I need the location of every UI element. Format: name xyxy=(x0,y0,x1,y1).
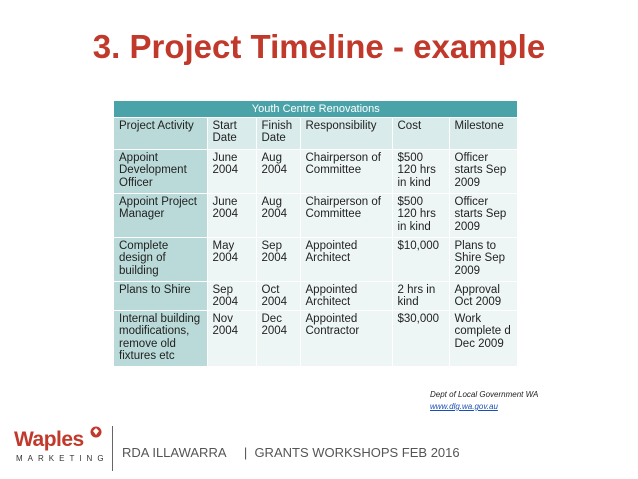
table-cell: June 2004 xyxy=(207,149,256,193)
column-header: Project Activity xyxy=(114,117,207,149)
source-citation xyxy=(430,389,538,413)
slide-title: 3. Project Timeline - example xyxy=(92,28,546,65)
table-cell: Appoint Project Manager xyxy=(114,193,207,237)
logo-wordmark: Waples xyxy=(14,428,84,451)
table-cell: Work complete d Dec 2009 xyxy=(449,310,517,366)
table-cell: Approval Oct 2009 xyxy=(449,281,517,310)
table-cell: Oct 2004 xyxy=(256,281,300,310)
table-cell: May 2004 xyxy=(207,237,256,281)
table-cell: Aug 2004 xyxy=(256,149,300,193)
timeline-table xyxy=(114,101,518,367)
source-link[interactable]: www.dlg.wa.gov.au xyxy=(430,402,498,411)
table-cell: Plans to Shire Sep 2009 xyxy=(449,237,517,281)
table-cell: Nov 2004 xyxy=(207,310,256,366)
table-cell: 2 hrs in kind xyxy=(392,281,449,310)
column-header: Start Date xyxy=(207,117,256,149)
footer-divider xyxy=(112,426,113,471)
logo-mark-icon xyxy=(90,426,102,438)
table-row xyxy=(114,149,517,193)
table-cell: Appointed Contractor xyxy=(300,310,392,366)
table-cell: Appointed Architect xyxy=(300,281,392,310)
table-cell: Officer starts Sep 2009 xyxy=(449,149,517,193)
logo-subtext: MARKETING xyxy=(16,454,109,463)
table-cell: June 2004 xyxy=(207,193,256,237)
table-cell: Plans to Shire xyxy=(114,281,207,310)
table-row xyxy=(114,310,517,366)
table-cell: $10,000 xyxy=(392,237,449,281)
table-cell: Internal building modifications, remove old fixtures etc xyxy=(114,310,207,366)
column-header: Milestone xyxy=(449,117,517,149)
table-row xyxy=(114,193,517,237)
table-cell: Dec 2004 xyxy=(256,310,300,366)
table-cell: Aug 2004 xyxy=(256,193,300,237)
column-header: Responsibility xyxy=(300,117,392,149)
table-cell: $500 120 hrs in kind xyxy=(392,149,449,193)
footer-text: RDA ILLAWARRA | GRANTS WORKSHOPS FEB 2016 xyxy=(122,445,460,460)
table-caption: Youth Centre Renovations xyxy=(114,101,517,117)
table-row xyxy=(114,237,517,281)
table-cell: Appoint Development Officer xyxy=(114,149,207,193)
table-cell: Complete design of building xyxy=(114,237,207,281)
table-cell: $30,000 xyxy=(392,310,449,366)
table-cell: Chairperson of Committee xyxy=(300,149,392,193)
table-cell: Chairperson of Committee xyxy=(300,193,392,237)
column-header: Finish Date xyxy=(256,117,300,149)
source-org: Dept of Local Government WA xyxy=(430,390,539,399)
table-cell: Appointed Architect xyxy=(300,237,392,281)
table-cell: Sep 2004 xyxy=(207,281,256,310)
table-row xyxy=(114,281,517,310)
table-cell: Officer starts Sep 2009 xyxy=(449,193,517,237)
waples-logo xyxy=(14,428,109,468)
timeline-table-image xyxy=(114,101,517,379)
table-cell: $500 120 hrs in kind xyxy=(392,193,449,237)
table-cell: Sep 2004 xyxy=(256,237,300,281)
column-header: Cost xyxy=(392,117,449,149)
